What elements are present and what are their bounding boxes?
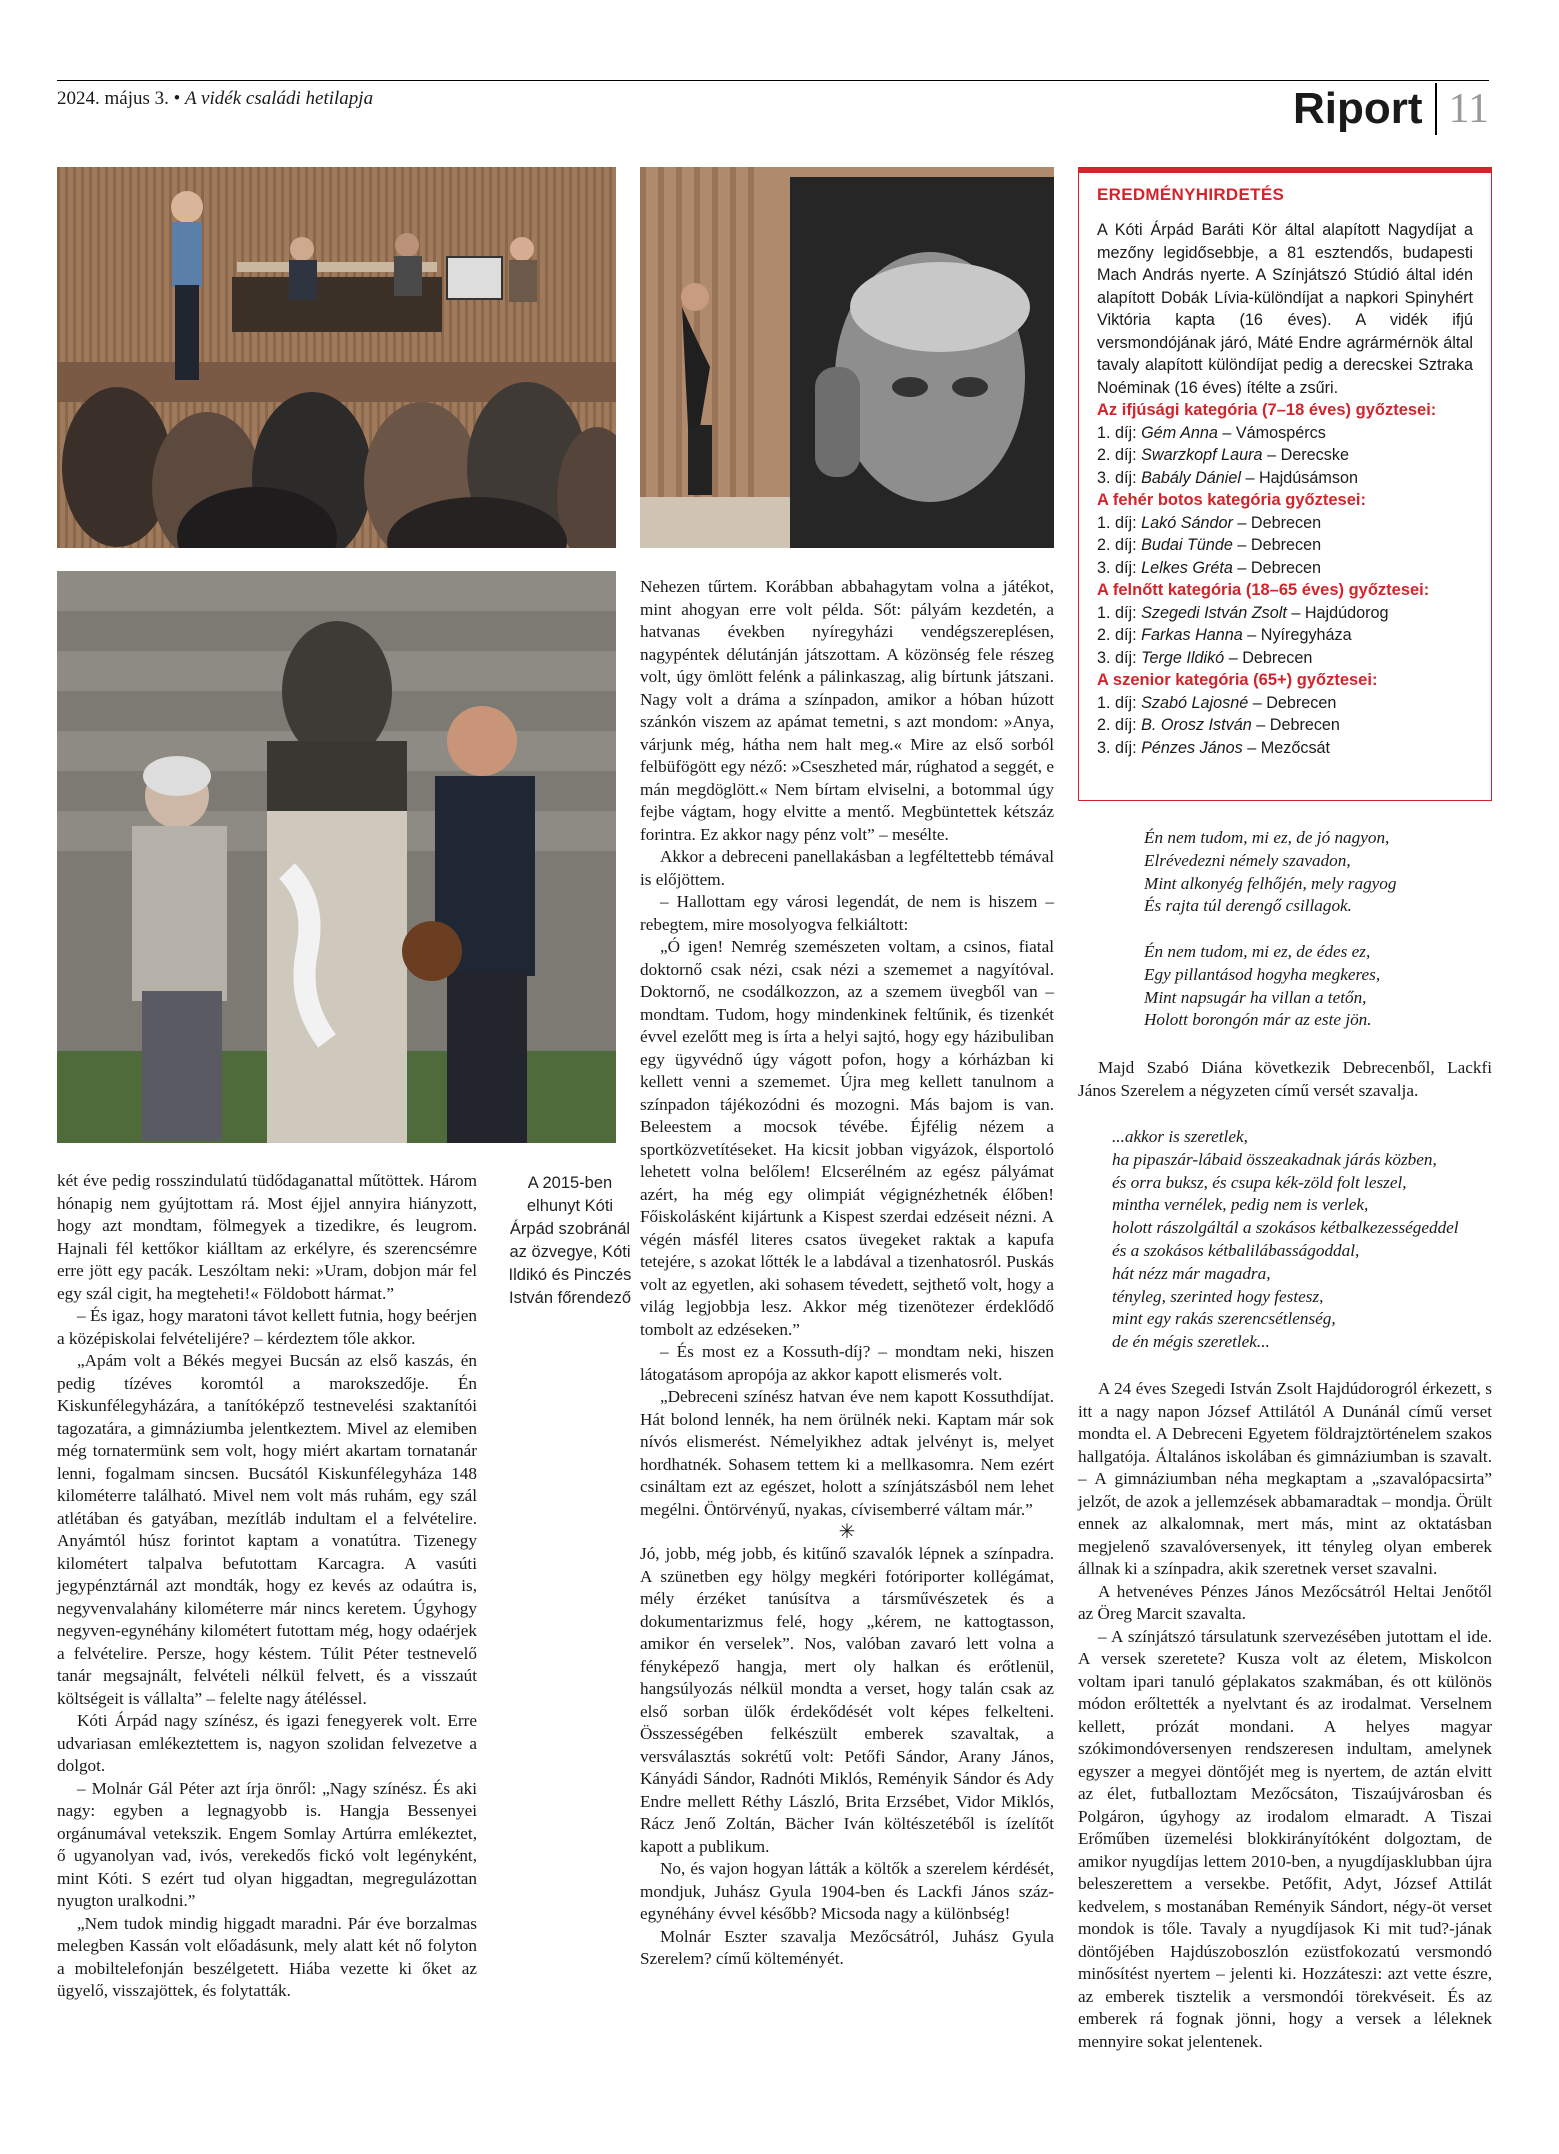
- page-number: 11: [1448, 86, 1489, 132]
- poem-line: mintha vernélek, pedig nem is verlek,: [1112, 1195, 1369, 1215]
- prize-row: 2. díj: Budai Tünde – Debrecen: [1097, 536, 1322, 554]
- prize-row: 1. díj: Gém Anna – Vámospércs: [1097, 423, 1326, 442]
- poem-lackfi: [1112, 1126, 1492, 1354]
- header-rule: [57, 80, 1489, 81]
- col3-paragraph-4: – A színjátszó társulatunk szervezésében jutottam el ide. A versek szeretete? Kusza volt az életem, Miskolcon voltam ipari tanuló géplakatos szakmában, és ott különös módon erőltették a nyelvtant és az irodalmat. Verselnem kellett, prózát mondani. A helyes magyar szókimondóversenyen rendszeresen indultam, amelynek egyszer a megyei döntőjét meg is nyertem, de aztán elvitt az élet, futballoztam Mezőcsáton, Tiszaújvárosban és Polgáron, úgyhogy az irodalom elmaradt. A Tiszai Erőműben üzemelési blokkirányítóként dolgoztam, de amikor nyugdíjas lettem 2010-ben, a nyugdíjasklubban újra beleszerettem a versekbe. Petőfit, Adyt, József Attilát kedvelem, s mostanában Reményik Sándort, négy-öt verset mondok is tőle. Tavaly a nyugdíjasok Ki mit tud?-jának döntőjében Hajdúszoboszlón ezüstfokozatú versmondó minősítést nyertem – jelenti ki. Hozzáteszi: azt vette észre, az emberek tisztelik a versmondói törekvéseit. És az emberek rá fognak jönni, hogy a versek a léleknek mennyire sokat jelentenek.: [1078, 1626, 1492, 2051]
- col1-paragraph-6: „Nem tudok mindig higgadt maradni. Pár éve borzalmas melegben Kassán volt előadásunk, mely alatt két nő folyton a mobiltelefonján beszélgetett. Hiába vezette ki őket az ügyelő, visszajöttek, és folytatták.: [57, 1913, 477, 2000]
- col1-paragraph-3: „Apám volt a Békés megyei Bucsán az első kaszás, én pedig tízéves koromtól a marokszedője. Én Kiskunfélegyházára, a tanítóképző testnevelési szaktanítói tagozatára, a gimnáziumba jelentkeztem. Mivel az elemiben még tornatermünk sem volt, hogy miért akartam tornatanár lenni, fogalmam sincsen. Bucsától Kiskunfélegyháza 148 kilométerre található. Mivel nem volt más ruhám, egy szál atlétában és gatyában, mezítláb indultam el a felvételire. Anyámtól húsz forintot kaptam a vonatútra. Tizenegy kilométert talpalva befutottam Karcagra. A vasúti jegypénztárnál azt mondták, hogy ez kevés az odaútra is, negyvenvalahány kilométerre már nincs keretem. Úgyhogy negyven-egynéhány kilométert futottam még, hogy odaérjek a felvételire. Persze, hogy késtem. Túlit Péter testnevelő tanár megsajnált, felvételi nélkül felvett, és a visszaút költségeit is vállalta” – felelte nagy átéléssel.: [57, 1351, 477, 1708]
- results-box-title: EREDMÉNYHIRDETÉS: [1097, 185, 1285, 204]
- poem-line: Mint alkonyég felhőjén, mely ragyog: [1144, 873, 1397, 893]
- section-header: [1293, 80, 1489, 138]
- col1-paragraph-2: – És igaz, hogy maratoni távot kellett futnia, hogy beérjen a középiskolai felvételijére? – kérdeztem tőle akkor.: [57, 1306, 477, 1348]
- results-box: [1078, 167, 1492, 801]
- poem-line: tényleg, szerinted hogy festesz,: [1112, 1286, 1324, 1306]
- poem-line: holott rászolgáltál a szokásos kétbalkezességeddel: [1112, 1218, 1459, 1238]
- prize-row: 1. díj: Szabó Lajosné – Debrecen: [1097, 693, 1337, 712]
- prize-row: 2. díj: Swarzkopf Laura – Derecske: [1097, 446, 1349, 464]
- stage-photo: [57, 167, 616, 548]
- category-youth: [1097, 399, 1473, 489]
- column-3: [1078, 1378, 1492, 2053]
- column-3-intro: [1078, 1057, 1492, 1102]
- issue-separator: •: [173, 88, 181, 109]
- prize-row: 3. díj: Pénzes János – Mezőcsát: [1097, 738, 1331, 757]
- poem-line: ...akkor is szeretlek,: [1112, 1127, 1248, 1146]
- column-1: [57, 1170, 477, 2003]
- portrait-photo: [640, 167, 1054, 548]
- poem-line: és orra buksz, és csupa kék-zöld folt leszel,: [1112, 1172, 1407, 1192]
- category-title: A felnőtt kategória (18–65 éves) győztesei:: [1097, 581, 1430, 599]
- poem-line: Elrévedezni némely szavadon,: [1144, 850, 1351, 870]
- category-title: Az ifjúsági kategória (7–18 éves) győztesei:: [1097, 401, 1437, 419]
- poem-line: Én nem tudom, mi ez, de édes ez,: [1144, 941, 1371, 961]
- col2-paragraph-8: No, és vajon hogyan látták a költők a szerelem kérdését, mondjuk, Juhász Gyula 1904-ben és Lackfi János száz-egynéhány évvel később? Micsoda nagy a különbség!: [640, 1859, 1054, 1923]
- col1-paragraph-1: két éve pedig rosszindulatú tüdődaganattal műtöttek. Három hónapig nem gyújtottam rá. Most éjjel annyira hiányzott, hogy azt mondtam, fölmegyek a tizedikre, és leugrom. Hajnali fél kettőkor kiálltam az erkélyre, és szerencsémre erre jött egy pacák. Leszóltam neki: »Uram, dobjon már fel egy szál cigit, ha megteheti!« Földobott hármat.”: [57, 1171, 477, 1303]
- col2-paragraph-9: Molnár Eszter szavalja Mezőcsátról, Juhász Gyula Szerelem? című költeményét.: [640, 1926, 1054, 1968]
- col1-paragraph-5: – Molnár Gál Péter azt írja önről: „Nagy színész. És aki nagy: egyben a legnagyobb is. Hangja Bessenyei orgánumával vetekszik. Engem Somlay Artúrra emlékeztet, ő ugyanolyan vad, ivós, verekedős fickó volt legényként, mint Kóti. S ezért tud olyan higgadtan, megregulázottan nyugton uralkodni.”: [57, 1778, 477, 1910]
- column-2: [640, 576, 1054, 1971]
- poem-line: Mint napsugár ha villan a tetőn,: [1144, 987, 1367, 1007]
- poem-line: mint egy rakás szerencsétlenség,: [1112, 1309, 1336, 1329]
- portrait-photo-image: [640, 167, 1054, 548]
- section-title: Riport: [1293, 83, 1437, 135]
- col3-paragraph-2: A 24 éves Szegedi István Zsolt Hajdúdorogról érkezett, s itt a nagy napon József Attilától A Dunánál című verset mondta el. A Debreceni Egyetem földrajztörténelem szakos hallgatója. Általános iskolában és gimnáziumban is szavalt. – A gimnáziumban néha megkaptam a „szavalópacsirta” jelzőt, de azok a jellemzések abbamaradtak – mondja. Örült ennek az alkalomnak, mert más, mint az oktatásban megjelenő szavalóversenyek, itt tényleg olyan emberek állnak ki a színpadra, akik szeretnek verset szavalni.: [1078, 1379, 1492, 1578]
- stage-photo-image: [57, 167, 616, 548]
- col2-paragraph-7: Jó, jobb, még jobb, és kitűnő szavalók lépnek a színpadra. A szünetben egy hölgy megkéri fotóriporter kollégámat, mély érzéket tanúsítva a társművészetek és a dokumentarizmus felé, hogy „kérem, ne kattogtasson, amikor én verselek”. Nos, valóban zavaró lett volna a fényképező hangja, mert oly halkan és erőtlenül, hangsúlyozás nélkül mondta a verset, hogy talán csak az első sorban ülők érdekődését volt képes felkelteni. Összességében felkészült emberek szavaltak, a versválasztás sokrétű volt: Petőfi Sándor, Arany János, Kányádi Sándor, Radnóti Miklós, Reményik Sándor és Ady Endre mellett Réthy László, Brita Erzsébet, Vidor Miklós, Rácz Jenő Zoltán, Bächer Iván költészetéből is ízelítőt kapott a publikum.: [640, 1544, 1054, 1856]
- prize-row: 1. díj: Lakó Sándor – Debrecen: [1097, 513, 1322, 532]
- stanza-gap: [1144, 918, 1474, 941]
- poem-line: ha pipaszár-lábaid összeakadnak járás közben,: [1112, 1149, 1437, 1169]
- col2-paragraph-3: – Hallottam egy városi legendát, de nem is hiszem – rebegtem, mire mosolyogva felkiáltott:: [640, 892, 1054, 934]
- bust-photo-image: [57, 571, 616, 1143]
- section-break-star: ✳: [838, 1521, 856, 1543]
- prize-row: 3. díj: Terge Ildikó – Debrecen: [1097, 648, 1313, 667]
- poem-line: És rajta túl derengő csillagok.: [1144, 896, 1352, 916]
- results-intro: A Kóti Árpád Baráti Kör által alapított Nagydíjat a mezőny legidősebbje, a 81 esztendős, budapesti Mach András nyerte. A Színjátszó Stúdió által idén alapított Dobák Lívia-különdíjat a napkori Spinyhért Viktória kapta (16 éves). A vidék ifjú versmondójának járó, Máté Endre agrármérnök által tavaly alapított különdíjat pedig a derecskei Sztraka Noéminak (16 éves) ítélte a zsűri.: [1097, 221, 1473, 397]
- results-categories: [1097, 399, 1473, 759]
- category-adult: [1097, 579, 1473, 669]
- prize-row: 3. díj: Lelkes Gréta – Debrecen: [1097, 558, 1322, 577]
- col2-paragraph-2: Akkor a debreceni panellakásban a legféltettebb témával is előjöttem.: [640, 847, 1054, 889]
- col3-paragraph-1: Majd Szabó Diána következik Debrecenből, Lackfi János Szerelem a négyzeten című versét szavalja.: [1078, 1058, 1492, 1100]
- poem-juhasz: [1144, 827, 1474, 1032]
- issue-line: [57, 88, 373, 110]
- prize-row: 3. díj: Babály Dániel – Hajdúsámson: [1097, 468, 1358, 487]
- poem-line: Holott borongón már az este jön.: [1144, 1010, 1372, 1030]
- category-title: A szenior kategória (65+) győztesei:: [1097, 671, 1378, 689]
- col3-paragraph-3: A hetvenéves Pénzes János Mezőcsátról Heltai Jenőtől az Öreg Marcit szavalta.: [1078, 1581, 1492, 1623]
- poem-line: hát nézz már magadra,: [1112, 1263, 1271, 1283]
- category-title: A fehér botos kategória győztesei:: [1097, 491, 1366, 509]
- poem-line: Egy pillantásod hogyha megkeres,: [1144, 964, 1381, 984]
- prize-row: 1. díj: Szegedi István Zsolt – Hajdúdorog: [1097, 603, 1389, 622]
- poem-line: és a szokásos kétbalilábasságoddal,: [1112, 1240, 1360, 1260]
- col2-paragraph-6: „Debreceni színész hatvan éve nem kapott Kossuthdíjat. Hát bolond lennék, ha nem örülnék neki. Kaptam már sok nívós elismerést. Némelyikhez adtak jelvényt is, melyet hordhatnék. Sohasem tettem ki a mellkasomra. Nem ezért csináltam ezt az egészet, holott a színjátszásból nem lehet megélni. Öntörvényű, nyakas, cívisemberré váltam már.”: [640, 1387, 1054, 1519]
- col1-paragraph-4: Kóti Árpád nagy színész, és igazi fenegyerek volt. Erre udvariasan emlékeztettem is, nagyon szolidan felvezetve a dolgot.: [57, 1711, 477, 1775]
- issue-date: 2024. május 3.: [57, 88, 169, 109]
- prize-row: 2. díj: Farkas Hanna – Nyíregyháza: [1097, 626, 1352, 644]
- category-senior: [1097, 669, 1473, 759]
- prize-row: 2. díj: B. Orosz István – Debrecen: [1097, 716, 1340, 734]
- category-white-cane: [1097, 489, 1473, 579]
- col2-paragraph-4: „Ó igen! Nemrég szemészeten voltam, a csinos, fiatal doktornő csak nézi, csak nézi a szememet a nagyítóval. Doktornő, ne csodálkozzon, az a szemem üvegből van – mondtam. Tudom, hogy mindenkinek feltűnik, és tizenkét évvel ezelőtt meg is írta a helyi sajtó, hogy egy házibuliban egy ügyvédnő úgy vágott pofon, hogy a kórházban ki kellett venni a szememet. Újra meg kellett tanulnom a színpadon tájékozódni és mozogni. Más bajom is van. Beleestem a mocsok tévébe. Éjfélig nézem a sportközvetítéseket. Ha kicsit jobban vigyázok, élsportoló lehetett volna belőlem! Elcserélném az egész pályámat azért, ha még egy olimpiát végignézhetnék élőben! Főiskolásként kijártunk a Kispest szerdai edzéseit nézni. A végén másfél literes csatos üvegeket raktak a kapufa tetejére, s azokat lőtték le a labdával a tizenhatosról. Puskás volt az egyetlen, aki sohasem tévedett, sejthető volt, hogy a világ legjobbja lesz. Akkor még tizenötezer érdeklődő tombolt az edzéseken.”: [640, 937, 1054, 1339]
- poem-line: de én mégis szeretlek...: [1112, 1332, 1270, 1352]
- col2-paragraph-1: Nehezen tűrtem. Korábban abbahagytam volna a játékot, mint ahogyan erre volt példa. Sőt: pályám kezdetén, a hatvanas években nyíregyházi vendégszereplésen, nagypéntek délutánján játszottam. A közönség fele részeg volt, úgy ömlött felénk a pálinkaszag, alig bírtunk játszani. Nagy volt a dráma a színpadon, amikor a hóban húzott szánkón viszem az apámat temetni, s azt mondom: »Anya, várjunk még, hátha nem halt meg.« Mire az első sorból felbüfögött egy néző: »Cseszheted már, rúghatod a seggét, e mán megdöglött.« Nem bírtam elviselni, a botommal úgy fejbe vágtam, hogy elvitte a mentő. Megbüntettek kétszáz forintra. Ez akkor nagy pénz volt” – mesélte.: [640, 577, 1054, 844]
- photo-caption: A 2015-ben elhunyt Kóti Árpád szobránál az özvegye, Kóti Ildikó és Pinczés István főrendező: [508, 1174, 632, 1307]
- poem-line: Én nem tudom, mi ez, de jó nagyon,: [1144, 828, 1390, 847]
- bust-photo: [57, 571, 616, 1143]
- col2-paragraph-5: – És most ez a Kossuth-díj? – mondtam neki, hiszen látogatásom apropója az akkor kapott elismerés volt.: [640, 1342, 1054, 1384]
- tagline: A vidék családi hetilapja: [185, 88, 374, 109]
